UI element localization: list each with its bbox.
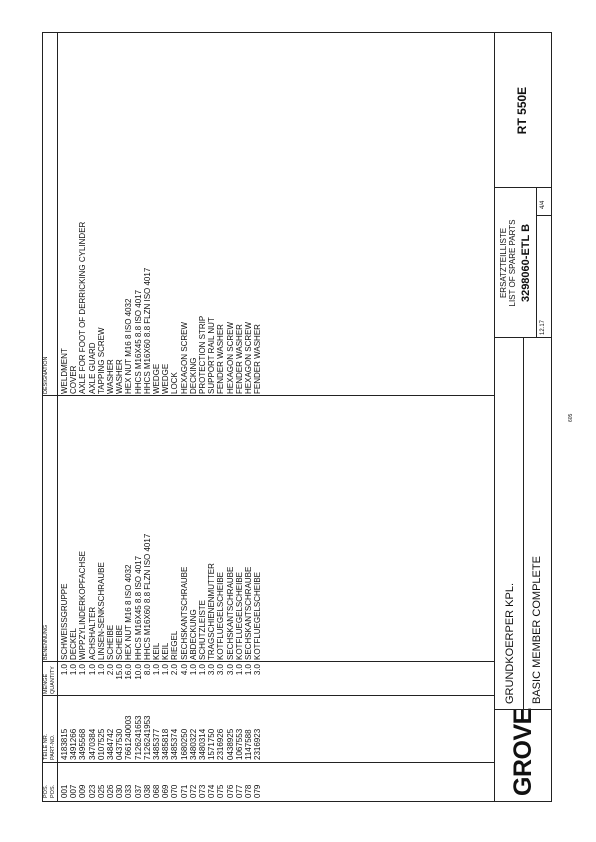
row-name-de: ABDECKUNG (188, 609, 198, 660)
row-part-number: 4183815 (60, 728, 69, 760)
row-part-number: 7126241653 (133, 715, 143, 760)
row-name-de: KEIL (161, 642, 171, 660)
row-quantity: 1.0 (234, 664, 244, 676)
row-part-number: 1147588 (244, 729, 253, 760)
row-name-en: WASHER (106, 359, 115, 394)
row-quantity: 1.0 (69, 664, 79, 676)
assembly-name-en: BASIC MEMBER COMPLETE (531, 556, 543, 704)
row-name-de: SECHSKANTSCHRAUBE (244, 566, 253, 660)
row-quantity: 1.0 (244, 664, 253, 676)
row-name-en: HHCS M16X60 8.8 FLZN ISO 4017 (142, 267, 152, 394)
title-divider (523, 338, 524, 710)
row-pos: 079 (253, 784, 263, 798)
row-part-number: 3470384 (87, 728, 97, 760)
row-quantity: 1.0 (198, 664, 207, 676)
row-quantity: 2.0 (106, 664, 115, 676)
table-row (244, 32, 253, 802)
list-title-en: LIST OF SPARE PARTS (508, 219, 517, 307)
table-row (161, 32, 170, 802)
row-quantity: 1.0 (87, 664, 97, 676)
row-quantity: 3.0 (216, 664, 226, 676)
row-pos: 068 (152, 784, 161, 798)
row-name-en: HHCS M16X45 8.8 ISO 4017 (133, 289, 143, 394)
row-name-en: FENDER WASHER (216, 324, 226, 394)
header-part-en: PART-NO. (49, 734, 56, 760)
title-block (494, 32, 552, 802)
row-part-number: 3495568 (78, 728, 88, 760)
row-quantity: 1.0 (152, 664, 161, 676)
table-row (106, 32, 115, 802)
header-pos-de: POS. (43, 784, 49, 798)
table-row (253, 32, 262, 802)
row-pos: 071 (179, 784, 189, 798)
title-divider (536, 215, 552, 216)
table-row (170, 32, 179, 802)
row-name-de: SCHWEISSGRUPPE (60, 583, 69, 660)
row-pos: 038 (142, 784, 152, 798)
row-pos: 001 (60, 784, 69, 798)
header-qty (42, 666, 59, 694)
row-name-de: DECKEL (69, 627, 79, 660)
row-pos: 077 (234, 784, 244, 798)
row-pos: 037 (133, 784, 143, 798)
row-pos: 033 (124, 784, 134, 798)
list-title-de: ERSATZTEILLISTE (499, 227, 508, 299)
sheet-number: 4/4 (540, 200, 546, 209)
row-part-number: 3485377 (152, 728, 161, 760)
row-name-de: SECHSKANTSCHRAUBE (225, 566, 235, 660)
row-name-en: WEDGE (152, 363, 161, 394)
row-name-en: FENDER WASHER (234, 324, 244, 394)
row-pos: 074 (207, 784, 217, 798)
row-pos: 030 (115, 784, 125, 798)
row-name-en: TAPPING SCREW (96, 327, 106, 394)
row-name-de: KOTFLUEGELSCHEIBE (253, 571, 263, 660)
row-pos: 025 (96, 784, 106, 798)
row-quantity: 15.0 (115, 664, 125, 680)
row-part-number: 1571750 (207, 728, 217, 760)
row-name-de: WIPPZYLINDERKOPFACHSE (78, 551, 88, 660)
row-part-number: 0437530 (115, 728, 125, 760)
row-name-en: FENDER WASHER (253, 324, 263, 394)
row-name-de: SECHSKANTSCHRAUBE (179, 566, 189, 660)
row-part-number: 3480322 (188, 728, 198, 760)
row-pos: 072 (188, 784, 198, 798)
row-quantity: 1.0 (78, 664, 88, 676)
row-part-number: 2316923 (253, 728, 263, 760)
row-quantity: 3.0 (253, 664, 263, 676)
header-name-de-text: BENENNUNG (43, 624, 49, 660)
row-quantity: 8.0 (142, 664, 152, 676)
row-part-number: 7126241953 (142, 715, 152, 760)
table-row (189, 32, 198, 802)
table-header (42, 32, 58, 802)
row-name-de: SCHEIBE (106, 624, 115, 660)
table-row (216, 32, 225, 802)
row-name-en: WELDMENT (60, 348, 69, 394)
row-name-en: HEXAGON SCREW (225, 321, 235, 394)
header-name-en-text: DESIGNATION (43, 356, 49, 394)
row-pos: 070 (170, 784, 180, 798)
table-row (180, 32, 189, 802)
row-quantity: 1.0 (96, 664, 106, 676)
row-quantity: 10.0 (133, 664, 143, 680)
row-name-en: HEXAGON SCREW (179, 321, 189, 394)
row-pos: 069 (161, 784, 171, 798)
page-code: 605 (568, 413, 574, 422)
row-part-number: 3491266 (69, 728, 79, 760)
table-row (226, 32, 235, 802)
row-pos: 075 (216, 784, 226, 798)
row-pos: 073 (198, 784, 207, 798)
row-name-de: KOTFLUEGELSCHEIBE (234, 571, 244, 660)
row-name-en: SUPPORT RAIL NUT (207, 317, 217, 394)
header-pos (42, 785, 59, 798)
header-name-en (42, 357, 59, 395)
row-part-number: 3485818 (161, 728, 171, 760)
row-part-number: 2316926 (216, 728, 226, 760)
table-row (69, 32, 78, 802)
row-name-en: HEXAGON SCREW (244, 321, 253, 394)
row-part-number: 0438925 (225, 728, 235, 760)
row-name-en: AXLE FOR FOOT OF DERRICKING CYLINDER (78, 221, 88, 394)
grove-logo: GROVE (509, 708, 537, 796)
header-name-de (42, 625, 59, 660)
table-row (115, 32, 124, 802)
row-name-de: ACHSHALTER (87, 606, 97, 660)
table-row (78, 32, 87, 802)
revision-date: 12.17 (540, 319, 546, 335)
row-part-number: 3480314 (198, 728, 207, 760)
row-quantity: 4.0 (179, 664, 189, 676)
header-qty-en: QUANTITY (49, 666, 56, 694)
row-name-en: WASHER (115, 359, 125, 394)
row-name-en: COVER (69, 365, 79, 394)
parts-table-body (60, 32, 490, 802)
row-quantity: 2.0 (170, 664, 180, 676)
row-part-number: 7661240003 (124, 715, 134, 760)
row-name-de: LINSEN-SENKSCHRAUBE (96, 562, 106, 660)
row-name-de: SCHEIBE (115, 624, 125, 660)
row-name-en: AXLE GUARD (87, 342, 97, 394)
row-quantity: 3.0 (225, 664, 235, 676)
row-name-en: DECKING (188, 357, 198, 394)
doc-number: 3298060-ETL B (520, 223, 532, 303)
row-part-number: 3485374 (170, 728, 180, 760)
title-divider (536, 188, 537, 338)
header-pos-en: POS. (49, 784, 56, 798)
assembly-name-de: GRUNDKOERPER KPL. (504, 582, 516, 704)
row-name-en: WEDGE (161, 363, 171, 394)
row-quantity: 16.0 (124, 664, 134, 680)
row-pos: 023 (87, 784, 97, 798)
row-part-number: 0107525 (96, 728, 106, 760)
row-quantity: 1.0 (161, 664, 171, 676)
row-part-number: 1680250 (179, 728, 189, 760)
row-pos: 007 (69, 784, 79, 798)
row-name-de: KEIL (152, 642, 161, 660)
header-part-de: TEILE NR. (43, 733, 49, 760)
table-row (235, 32, 244, 802)
row-quantity: 1.0 (60, 664, 69, 676)
row-part-number: 3484742 (106, 728, 115, 760)
row-pos: 078 (244, 784, 253, 798)
row-name-en: LOCK (170, 372, 180, 394)
table-row (152, 32, 161, 802)
table-row (97, 32, 106, 802)
row-name-de: KOTFLUEGELSCHEIBE (216, 571, 226, 660)
row-name-en: PROTECTION STRIP (198, 315, 207, 394)
model-name: RT 550E (515, 86, 529, 135)
row-quantity: 1.0 (188, 664, 198, 676)
header-qty-de: MENGE (43, 673, 49, 694)
table-row (60, 32, 69, 802)
table-row (143, 32, 152, 802)
row-name-en: HEX NUT M16 8 ISO 4032 (124, 298, 134, 394)
row-part-number: 1067553 (234, 728, 244, 760)
row-name-de: HHCS M16X45 8.8 ISO 4017 (133, 555, 143, 660)
header-part (42, 734, 59, 760)
row-name-de: RIEGEL (170, 630, 180, 660)
table-row (88, 32, 97, 802)
table-row (207, 32, 216, 802)
table-row (124, 32, 133, 802)
row-name-de: SCHUTZLEISTE (198, 599, 207, 660)
row-pos: 076 (225, 784, 235, 798)
row-name-de: HHCS M16X60 8.8 FLZN ISO 4017 (142, 533, 152, 660)
row-name-de: TRAGSCHIENENMUTTER (207, 563, 217, 660)
table-row (198, 32, 207, 802)
row-pos: 009 (78, 784, 88, 798)
table-row (134, 32, 143, 802)
row-pos: 026 (106, 784, 115, 798)
row-quantity: 3.0 (207, 664, 217, 676)
row-name-de: HEX NUT M16 8 ISO 4032 (124, 564, 134, 660)
